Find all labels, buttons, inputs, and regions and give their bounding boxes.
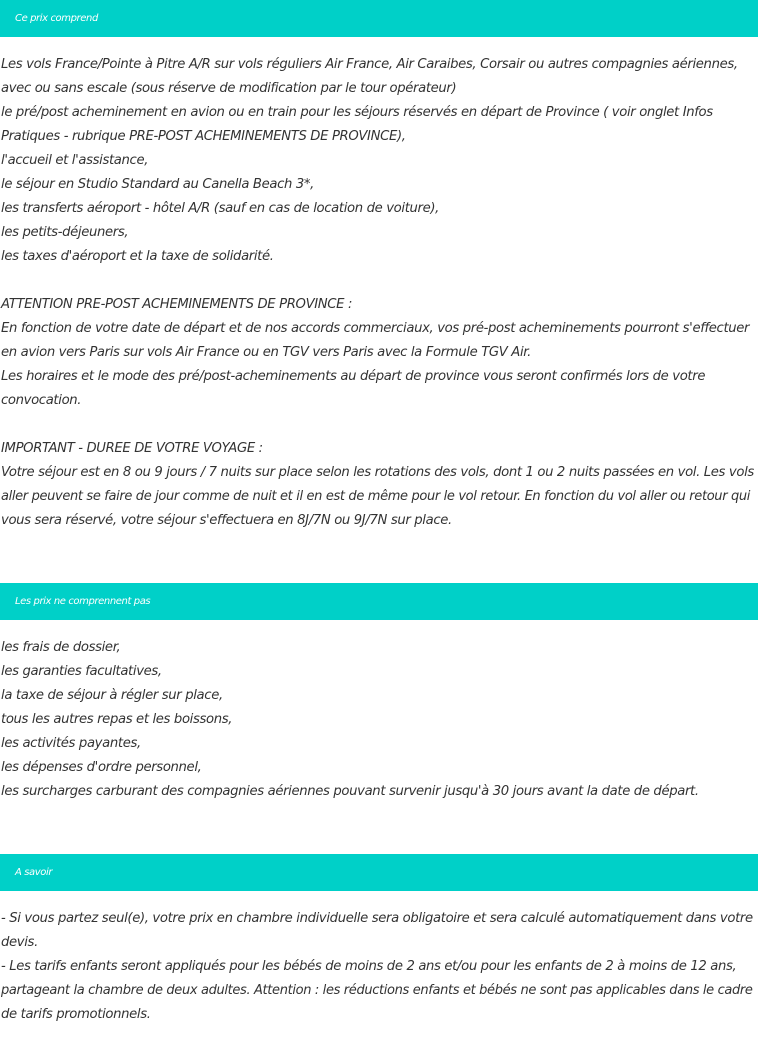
excludes-line: les surcharges carburant des compagnies aériennes pouvant survenir jusqu'à 30 jours avant la date de départ. (1, 784, 699, 799)
section-header-includes (0, 0, 758, 37)
note-line: Les horaires et le mode des pré/post-acheminements au départ de province vous seront confirmés lors de votre (1, 369, 706, 384)
spacer (1, 269, 757, 293)
note-line: convocation. (1, 393, 82, 408)
section-title-info: A savoir (15, 867, 53, 878)
note-heading-province: ATTENTION PRE-POST ACHEMINEMENTS DE PROVINCE : (1, 297, 353, 312)
excludes-line: la taxe de séjour à régler sur place, (1, 688, 223, 703)
excludes-line: les frais de dossier, (1, 640, 121, 655)
note-heading-duration: IMPORTANT - DUREE DE VOTRE VOYAGE : (1, 441, 263, 456)
info-content (1, 907, 757, 1027)
note-line: En fonction de votre date de départ et de nos accords commerciaux, vos pré-post acheminements pourront s'effectuer (1, 321, 750, 336)
includes-content (1, 53, 757, 533)
section-title-excludes: Les prix ne comprennent pas (15, 596, 151, 607)
includes-line: le pré/post acheminement en avion ou en train pour les séjours réservés en départ de Province ( voir onglet Infos (1, 105, 713, 120)
excludes-line: les dépenses d'ordre personnel, (1, 760, 202, 775)
excludes-line: tous les autres repas et les boissons, (1, 712, 233, 727)
section-header-info (0, 854, 758, 891)
includes-line: l'accueil et l'assistance, (1, 153, 149, 168)
excludes-content (1, 636, 757, 804)
info-line: de tarifs promotionnels. (1, 1007, 151, 1022)
section-header-excludes (0, 583, 758, 620)
includes-line: Pratiques - rubrique PRE-POST ACHEMINEMENTS DE PROVINCE), (1, 129, 406, 144)
includes-line: les taxes d'aéroport et la taxe de solidarité. (1, 249, 274, 264)
includes-line: avec ou sans escale (sous réserve de modification par le tour opérateur) (1, 81, 457, 96)
excludes-line: les garanties facultatives, (1, 664, 162, 679)
includes-line: les transferts aéroport - hôtel A/R (sauf en cas de location de voiture), (1, 201, 440, 216)
section-title-includes: Ce prix comprend (15, 13, 98, 24)
info-line: devis. (1, 935, 38, 950)
note-line: vous sera réservé, votre séjour s'effectuera en 8J/7N ou 9J/7N sur place. (1, 513, 452, 528)
info-line: - Les tarifs enfants seront appliqués pour les bébés de moins de 2 ans et/ou pour les enfants de 2 à moins de 12 ans, (1, 959, 737, 974)
includes-line: le séjour en Studio Standard au Canella Beach 3*, (1, 177, 314, 192)
excludes-line: les activités payantes, (1, 736, 141, 751)
info-line: partageant la chambre de deux adultes. Attention : les réductions enfants et bébés ne sont pas applicables dans le cadre (1, 983, 753, 998)
note-line: en avion vers Paris sur vols Air France ou en TGV vers Paris avec la Formule TGV Air. (1, 345, 531, 360)
note-line: aller peuvent se faire de jour comme de nuit et il en est de même pour le vol retour. En fonction du vol aller ou retour qui (1, 489, 751, 504)
spacer (1, 413, 757, 437)
includes-line: les petits-déjeuners, (1, 225, 129, 240)
note-line: Votre séjour est en 8 ou 9 jours / 7 nuits sur place selon les rotations des vols, dont 1 ou 2 nuits passées en vol. Les vols (1, 465, 754, 480)
includes-line: Les vols France/Pointe à Pitre A/R sur vols réguliers Air France, Air Caraibes, Corsair ou autres compagnies aériennes, (1, 57, 738, 72)
info-line: - Si vous partez seul(e), votre prix en chambre individuelle sera obligatoire et sera calculé automatiquement dans votre (1, 911, 753, 926)
